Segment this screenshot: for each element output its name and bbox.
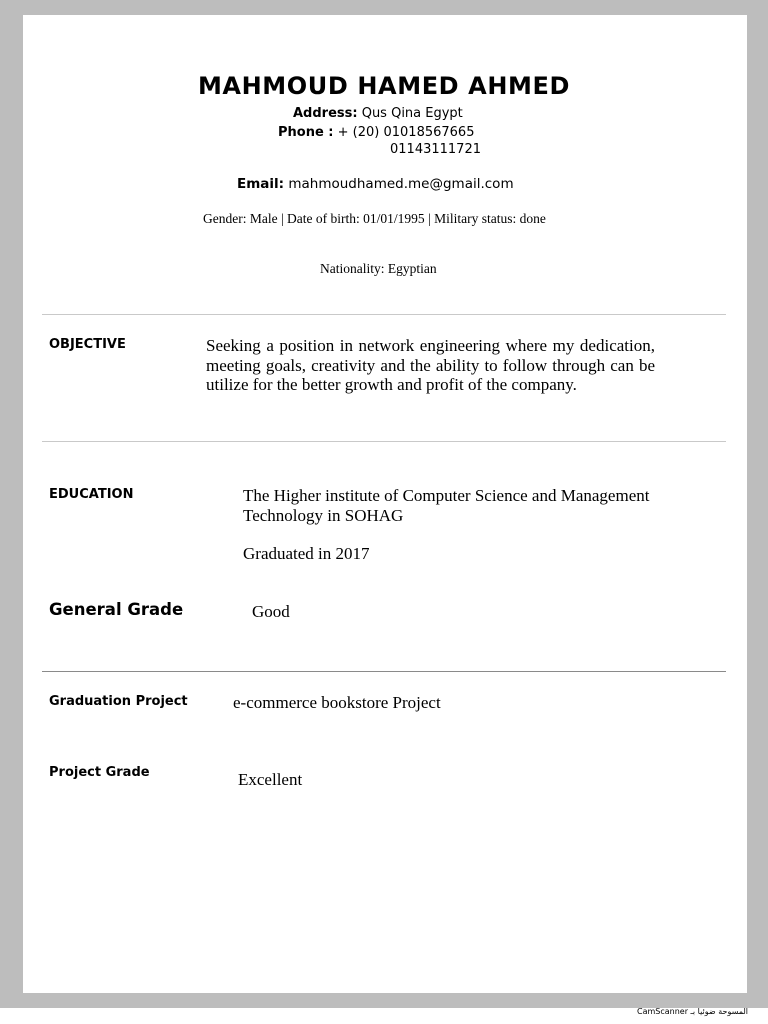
graduation-year: Graduated in 2017	[243, 544, 370, 563]
phone-label: Phone :	[278, 125, 334, 140]
institute-line-2: Technology in SOHAG	[243, 506, 404, 525]
address-value: Qus Qina Egypt	[357, 106, 463, 121]
graduation-project-label: Graduation Project	[49, 694, 188, 709]
address-line	[293, 106, 463, 121]
project-grade-value: Excellent	[238, 770, 303, 789]
email-value: mahmoudhamed.me@gmail.com	[284, 176, 514, 192]
education-heading: EDUCATION	[49, 487, 134, 502]
email-line	[237, 176, 514, 192]
phone-value-primary: + (20) 01018567665	[333, 125, 475, 140]
objective-heading: OBJECTIVE	[49, 337, 126, 352]
divider	[42, 441, 726, 442]
personal-info: Gender: Male | Date of birth: 01/01/1995 | Military status: done	[203, 211, 546, 226]
divider	[42, 314, 726, 315]
general-grade-value: Good	[252, 602, 290, 621]
email-label: Email:	[237, 176, 285, 192]
institute-line-1: The Higher institute of Computer Science and Management	[243, 486, 650, 505]
divider	[42, 671, 726, 672]
phone-line	[278, 125, 474, 140]
camscanner-watermark: CamScanner المسوحة ضوئيا بـ	[636, 1007, 748, 1016]
general-grade-label: General Grade	[49, 600, 184, 619]
address-label: Address:	[293, 106, 358, 121]
candidate-name: MAHMOUD HAMED AHMED	[197, 72, 571, 100]
phone-value-secondary: 01143111721	[390, 142, 481, 157]
objective-text: Seeking a position in network engineering where my dedication, meeting goals, creativity and the ability to follow through can be utilize for the better growth and profit of the company.	[206, 336, 655, 394]
nationality: Nationality: Egyptian	[320, 261, 437, 276]
graduation-project-value: e-commerce bookstore Project	[233, 693, 441, 712]
project-grade-label: Project Grade	[49, 765, 150, 780]
